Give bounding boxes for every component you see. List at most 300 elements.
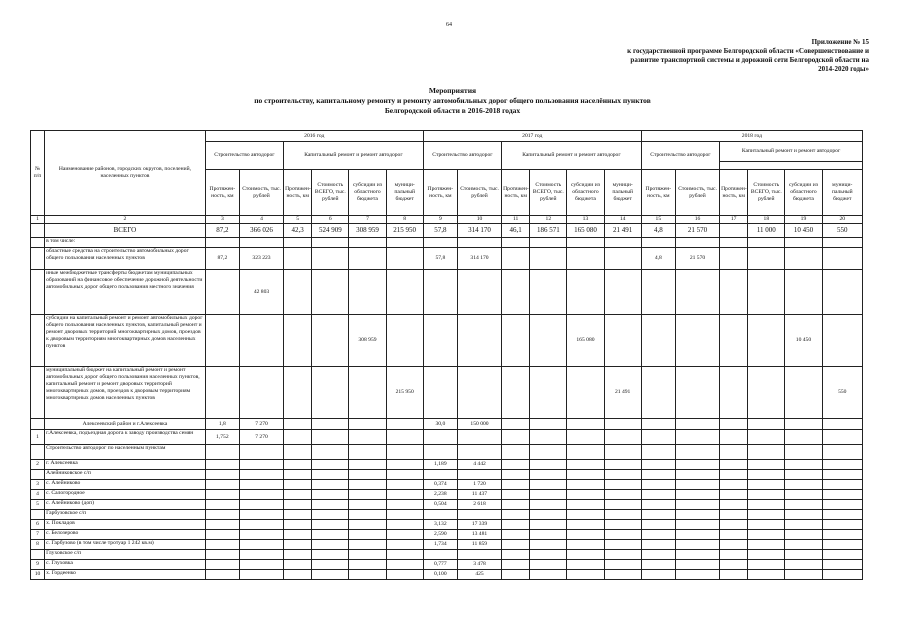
value-cell: 3 478: [457, 560, 501, 570]
value-cell: [720, 510, 748, 520]
table-row: [31, 238, 863, 248]
value-cell: 165 080: [567, 224, 604, 238]
value-cell: [720, 550, 748, 560]
value-cell: [675, 367, 719, 419]
value-cell: [284, 560, 312, 570]
value-cell: [502, 530, 530, 540]
value-cell: [502, 315, 530, 367]
value-cell: [457, 470, 501, 480]
value-cell: [530, 238, 567, 248]
value-cell: [349, 270, 386, 315]
value-cell: 7 270: [239, 419, 283, 430]
value-cell: [567, 480, 604, 490]
table-row: [31, 470, 863, 480]
value-cell: [785, 248, 822, 270]
value-cell: [785, 430, 822, 445]
row-number: 1: [31, 430, 45, 445]
value-cell: [284, 315, 312, 367]
row-name: областные средства на строительство автомобильных дорог общего пользования населенных пунктов: [45, 248, 206, 270]
row-name: х. Гордеенко: [45, 570, 206, 580]
row-number: [31, 470, 45, 480]
value-cell: [239, 500, 283, 510]
value-cell: 2 618: [457, 500, 501, 510]
value-cell: [675, 540, 719, 550]
value-cell: [748, 238, 785, 248]
value-cell: [502, 510, 530, 520]
header-num: № п/п: [31, 131, 45, 216]
value-cell: [822, 480, 862, 490]
value-cell: [312, 490, 349, 500]
value-cell: [641, 570, 675, 580]
value-cell: [386, 560, 423, 570]
column-number: 3: [205, 216, 239, 224]
value-cell: [457, 238, 501, 248]
value-cell: [284, 270, 312, 315]
value-cell: 30,0: [423, 419, 457, 430]
value-cell: [720, 224, 748, 238]
value-cell: 0,504: [423, 500, 457, 510]
value-cell: 0,777: [423, 560, 457, 570]
value-cell: [748, 510, 785, 520]
value-cell: [349, 480, 386, 490]
value-cell: [641, 490, 675, 500]
value-cell: [604, 470, 641, 480]
value-cell: [641, 550, 675, 560]
value-cell: [284, 490, 312, 500]
value-cell: 0,374: [423, 480, 457, 490]
value-cell: [423, 430, 457, 445]
value-cell: [567, 270, 604, 315]
value-cell: [675, 470, 719, 480]
value-cell: 1,734: [423, 540, 457, 550]
value-cell: 186 571: [530, 224, 567, 238]
appendix-line: 2014-2020 годы»: [818, 65, 869, 73]
row-number: 4: [31, 490, 45, 500]
value-cell: [641, 520, 675, 530]
value-cell: [312, 570, 349, 580]
row-number: [31, 238, 45, 248]
column-number: 5: [284, 216, 312, 224]
value-cell: [720, 490, 748, 500]
value-cell: 87,2: [205, 224, 239, 238]
header-repair: Капитальный ремонт и ремонт автодорог: [720, 142, 863, 162]
row-name: г. Алексеевка: [45, 460, 206, 470]
row-number: 6: [31, 520, 45, 530]
value-cell: [567, 500, 604, 510]
row-name: с. Глуховка: [45, 560, 206, 570]
value-cell: 21 491: [604, 367, 641, 419]
value-cell: 2,590: [423, 530, 457, 540]
column-number: 4: [239, 216, 283, 224]
value-cell: [530, 470, 567, 480]
value-cell: [822, 419, 862, 430]
value-cell: [349, 500, 386, 510]
value-cell: [423, 445, 457, 460]
table-row: [31, 510, 863, 520]
value-cell: [284, 550, 312, 560]
column-number: 17: [720, 216, 748, 224]
value-cell: [604, 520, 641, 530]
value-cell: [604, 480, 641, 490]
value-cell: [349, 419, 386, 430]
value-cell: [349, 550, 386, 560]
value-cell: [530, 460, 567, 470]
value-cell: [284, 419, 312, 430]
value-cell: [785, 560, 822, 570]
value-cell: [748, 445, 785, 460]
column-number: 1: [31, 216, 45, 224]
value-cell: [720, 248, 748, 270]
row-number: 7: [31, 530, 45, 540]
column-number: 6: [312, 216, 349, 224]
row-name: ВСЕГО: [45, 224, 206, 238]
value-cell: [604, 445, 641, 460]
table-row: [31, 445, 863, 460]
value-cell: [502, 460, 530, 470]
appendix-line: развитие транспортной системы и дорожной сети Белгородской области на: [630, 56, 869, 64]
value-cell: [502, 570, 530, 580]
value-cell: [720, 315, 748, 367]
table-row: [31, 550, 863, 560]
value-cell: [349, 367, 386, 419]
value-cell: [205, 570, 239, 580]
header-name: Наименование районов, городских округов, поселений, населенных пунктов: [45, 131, 206, 216]
value-cell: [386, 480, 423, 490]
header-municipal: муници-пальный бюджет: [604, 170, 641, 216]
value-cell: [567, 510, 604, 520]
value-cell: 550: [822, 224, 862, 238]
value-cell: [239, 315, 283, 367]
value-cell: [239, 367, 283, 419]
table-row: [31, 270, 863, 315]
value-cell: [386, 419, 423, 430]
value-cell: [785, 367, 822, 419]
value-cell: 1 720: [457, 480, 501, 490]
value-cell: [502, 367, 530, 419]
value-cell: [822, 570, 862, 580]
value-cell: [284, 520, 312, 530]
value-cell: [822, 500, 862, 510]
header-length: Протяжен-ность, км: [720, 170, 748, 216]
value-cell: [239, 470, 283, 480]
value-cell: [284, 445, 312, 460]
value-cell: [641, 470, 675, 480]
row-name: Алексеевский район и г.Алексеевка: [45, 419, 206, 430]
value-cell: 366 026: [239, 224, 283, 238]
value-cell: 42 803: [239, 270, 283, 315]
value-cell: 308 959: [349, 315, 386, 367]
value-cell: [349, 445, 386, 460]
header-build: Строительство автодорог: [205, 142, 283, 170]
value-cell: 10 450: [785, 315, 822, 367]
value-cell: [205, 480, 239, 490]
value-cell: [675, 419, 719, 430]
value-cell: [748, 430, 785, 445]
value-cell: [567, 470, 604, 480]
value-cell: [239, 445, 283, 460]
column-number: 19: [785, 216, 822, 224]
value-cell: [284, 367, 312, 419]
value-cell: [349, 520, 386, 530]
value-cell: [205, 550, 239, 560]
value-cell: [641, 367, 675, 419]
value-cell: [386, 510, 423, 520]
row-name: х. Покладов: [45, 520, 206, 530]
column-number: 12: [530, 216, 567, 224]
value-cell: [675, 430, 719, 445]
table-row: [31, 570, 863, 580]
value-cell: [312, 270, 349, 315]
row-name: субсидии на капитальный ремонт и ремонт автомобильных дорог общего пользования населенных пунктов, капитальный ремонт и ремонт дворовых территорий многоквартирных домов, проездов к дворовым территориям многоквартирных домов населенных пунктов: [45, 315, 206, 367]
value-cell: [312, 367, 349, 419]
value-cell: [530, 315, 567, 367]
row-number: [31, 224, 45, 238]
value-cell: [748, 419, 785, 430]
value-cell: 21 570: [675, 224, 719, 238]
table-row: [31, 224, 863, 238]
value-cell: [748, 315, 785, 367]
value-cell: [604, 510, 641, 520]
value-cell: [312, 530, 349, 540]
value-cell: [205, 460, 239, 470]
row-name: Строительство автодорог по населенным пунктам: [45, 445, 206, 460]
value-cell: [530, 367, 567, 419]
value-cell: [567, 248, 604, 270]
value-cell: [312, 540, 349, 550]
header-length: Протяжен-ность, км: [205, 170, 239, 216]
row-name: с. Гарбузово (в том числе тротуар 1 242 кв.м): [45, 540, 206, 550]
value-cell: [530, 510, 567, 520]
value-cell: 323 223: [239, 248, 283, 270]
header-build: Строительство автодорог: [641, 142, 719, 170]
title-line: Мероприятия: [428, 86, 477, 95]
value-cell: [785, 540, 822, 550]
row-name: г.Алексеевка, подъездная дорога к заводу производства семян: [45, 430, 206, 445]
value-cell: [284, 480, 312, 490]
value-cell: [284, 530, 312, 540]
value-cell: [748, 550, 785, 560]
value-cell: [530, 550, 567, 560]
column-number: 8: [386, 216, 423, 224]
column-number: 2: [45, 216, 206, 224]
value-cell: [785, 490, 822, 500]
value-cell: 215 950: [386, 224, 423, 238]
value-cell: [785, 570, 822, 580]
value-cell: [205, 520, 239, 530]
value-cell: [748, 490, 785, 500]
row-number: 9: [31, 560, 45, 570]
value-cell: [720, 470, 748, 480]
value-cell: [822, 560, 862, 570]
value-cell: [675, 490, 719, 500]
value-cell: [641, 480, 675, 490]
value-cell: [502, 560, 530, 570]
value-cell: [530, 530, 567, 540]
value-cell: [502, 480, 530, 490]
value-cell: [530, 570, 567, 580]
title-line: Белгородской области в 2016-2018 годах: [384, 106, 521, 115]
value-cell: [386, 490, 423, 500]
value-cell: 87,2: [205, 248, 239, 270]
value-cell: [641, 560, 675, 570]
row-number: [31, 367, 45, 419]
value-cell: [675, 460, 719, 470]
table-row: [31, 560, 863, 570]
value-cell: [502, 270, 530, 315]
row-name: иные межбюджетные трансферты бюджетам муниципальных образований на финансовое обеспечение дорожной деятельности автомобильных дорог общего пользования местного значения: [45, 270, 206, 315]
value-cell: [604, 419, 641, 430]
row-name: в том числе:: [45, 238, 206, 248]
column-number: 9: [423, 216, 457, 224]
value-cell: [604, 490, 641, 500]
header-repair: Капитальный ремонт и ремонт автодорог: [502, 142, 642, 170]
value-cell: [284, 540, 312, 550]
value-cell: [530, 500, 567, 510]
value-cell: [284, 248, 312, 270]
value-cell: [720, 238, 748, 248]
value-cell: [785, 445, 822, 460]
value-cell: [822, 550, 862, 560]
value-cell: 10 450: [785, 224, 822, 238]
value-cell: [386, 430, 423, 445]
value-cell: [284, 238, 312, 248]
value-cell: [284, 470, 312, 480]
value-cell: [641, 540, 675, 550]
value-cell: [567, 367, 604, 419]
row-number: [31, 315, 45, 367]
value-cell: [822, 315, 862, 367]
value-cell: 7 270: [239, 430, 283, 445]
value-cell: [502, 248, 530, 270]
value-cell: [567, 530, 604, 540]
value-cell: [239, 238, 283, 248]
table-body: [31, 224, 863, 580]
value-cell: 0,100: [423, 570, 457, 580]
row-number: 2: [31, 460, 45, 470]
header-length: Протяжен-ность, км: [502, 170, 530, 216]
value-cell: [567, 540, 604, 550]
value-cell: [284, 510, 312, 520]
value-cell: [641, 530, 675, 540]
value-cell: [349, 238, 386, 248]
value-cell: 2,238: [423, 490, 457, 500]
value-cell: [205, 530, 239, 540]
value-cell: [567, 238, 604, 248]
value-cell: [312, 520, 349, 530]
value-cell: [239, 560, 283, 570]
header-length: Протяжен-ность, км: [423, 170, 457, 216]
row-number: [31, 419, 45, 430]
value-cell: [720, 560, 748, 570]
value-cell: [386, 460, 423, 470]
value-cell: 11 859: [457, 540, 501, 550]
header-incl-spacer: [720, 162, 863, 170]
value-cell: [720, 419, 748, 430]
value-cell: [675, 445, 719, 460]
value-cell: [675, 510, 719, 520]
value-cell: [720, 540, 748, 550]
value-cell: [423, 367, 457, 419]
value-cell: [349, 460, 386, 470]
value-cell: [785, 500, 822, 510]
row-name: Алейниковское с/п: [45, 470, 206, 480]
value-cell: [284, 570, 312, 580]
value-cell: [349, 570, 386, 580]
value-cell: [312, 460, 349, 470]
value-cell: [822, 460, 862, 470]
page-number: 64: [446, 22, 452, 28]
value-cell: 215 950: [386, 367, 423, 419]
appendix-line: к государственной программе Белгородской области «Совершенствование и: [627, 47, 869, 55]
table-row: [31, 430, 863, 445]
value-cell: [641, 238, 675, 248]
title-line: по строительству, капитальному ремонту и ремонту автомобильных дорог общего пользования населённых пунктов: [254, 96, 651, 105]
value-cell: [567, 419, 604, 430]
value-cell: [205, 560, 239, 570]
table-row: [31, 367, 863, 419]
value-cell: [530, 430, 567, 445]
value-cell: [748, 530, 785, 540]
value-cell: [530, 560, 567, 570]
value-cell: [785, 270, 822, 315]
row-number: [31, 510, 45, 520]
row-name: Гарбузовское с/п: [45, 510, 206, 520]
value-cell: [239, 540, 283, 550]
row-name: Глуховское с/п: [45, 550, 206, 560]
value-cell: [675, 270, 719, 315]
value-cell: 314 170: [457, 224, 501, 238]
value-cell: [641, 445, 675, 460]
table-header: [31, 131, 863, 224]
row-name: с. Салогородное: [45, 490, 206, 500]
value-cell: [239, 490, 283, 500]
value-cell: [530, 445, 567, 460]
header-build: Строительство автодорог: [423, 142, 501, 170]
appendix-line: Приложение № 15: [811, 38, 869, 46]
value-cell: [748, 248, 785, 270]
header-cost: Стоимость, тыс. рублей: [457, 170, 501, 216]
value-cell: [822, 510, 862, 520]
value-cell: [205, 470, 239, 480]
value-cell: 21 570: [675, 248, 719, 270]
value-cell: [312, 430, 349, 445]
value-cell: [349, 470, 386, 480]
row-number: [31, 270, 45, 315]
value-cell: [284, 430, 312, 445]
table-row: [31, 480, 863, 490]
value-cell: [386, 238, 423, 248]
value-cell: [386, 540, 423, 550]
value-cell: [720, 367, 748, 419]
value-cell: [205, 315, 239, 367]
table-row: [31, 520, 863, 530]
value-cell: 57,8: [423, 248, 457, 270]
value-cell: [423, 510, 457, 520]
row-number: 5: [31, 500, 45, 510]
value-cell: 1,752: [205, 430, 239, 445]
value-cell: 425: [457, 570, 501, 580]
value-cell: [604, 248, 641, 270]
value-cell: 42,3: [284, 224, 312, 238]
value-cell: [675, 530, 719, 540]
value-cell: [312, 510, 349, 520]
value-cell: [423, 470, 457, 480]
value-cell: [457, 315, 501, 367]
value-cell: [675, 500, 719, 510]
value-cell: [205, 238, 239, 248]
value-cell: 1,8: [205, 419, 239, 430]
value-cell: [675, 570, 719, 580]
